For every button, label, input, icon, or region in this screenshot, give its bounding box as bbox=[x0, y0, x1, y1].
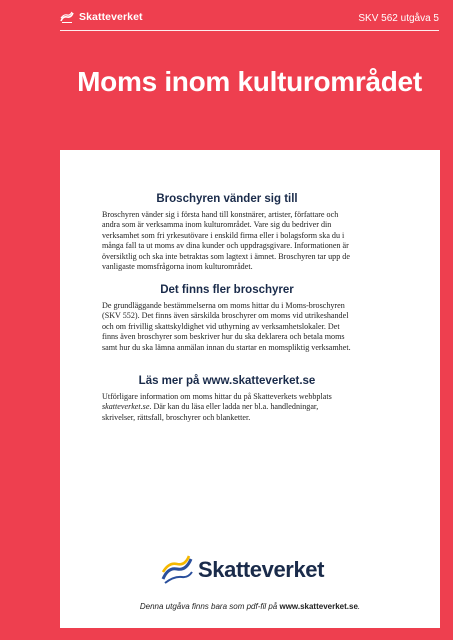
header-band bbox=[0, 0, 453, 150]
body-text-after: . Där kan du läsa eller ladda ner bl.a. handledningar, skrivelser, rättsfall, broschyrer och blanketter. bbox=[102, 402, 319, 422]
content-panel bbox=[60, 150, 440, 628]
footer-note-text: Denna utgåva finns bara som pdf-fil på bbox=[139, 602, 280, 611]
header-brand-text: Skatteverket bbox=[79, 11, 143, 23]
section-heading: Läs mer på www.skatteverket.se bbox=[138, 375, 316, 387]
section-more-brochures bbox=[102, 284, 352, 353]
page-title: Moms inom kulturområdet bbox=[77, 66, 422, 97]
header-logo bbox=[60, 11, 143, 23]
footer-logo bbox=[160, 555, 324, 585]
section-heading: Broschyren vänder sig till bbox=[156, 193, 298, 205]
section-read-more bbox=[102, 375, 352, 423]
section-body: De grundläggande bestämmelserna om moms hittar du i Moms-broschyren (SKV 552). Det finns även särskilda broschyrer om moms vid utrikeshandel och om frivillig skattskyldighet vid uthyrning av verksamhetslokaler. Det finns även broschyrer som beskriver hur du ska deklarera och betala moms samt hur du ska lämna anmälan innan du startar en momspliktig verksamhet. bbox=[102, 301, 351, 352]
section-body: Broschyren vänder sig i första hand till konstnärer, artister, författare och andra som är verksamma inom kulturområdet. Vare sig du bedriver din verksamhet som fri yrkesutövare i enskild firma eller i bolagsform ska du i många fall ta ut moms av dina kunder och uppdragsgivare. Informationen är översiktlig och ska inte betraktas som lagtext i ämnet. Broschyren tar upp de vanligaste momsfrågorna inom kulturområdet. bbox=[102, 210, 350, 272]
skatteverket-crown-icon bbox=[60, 11, 74, 23]
document-id: SKV 562 utgåva 5 bbox=[358, 13, 439, 24]
footer-note-end: . bbox=[357, 602, 361, 611]
section-body bbox=[102, 392, 352, 423]
body-text-before: Utförligare information om moms hittar du på Skatteverkets webbplats bbox=[102, 392, 332, 401]
skatteverket-crown-icon bbox=[160, 555, 194, 585]
footer-note bbox=[60, 602, 440, 611]
header-divider bbox=[60, 30, 439, 31]
section-heading: Det finns fler broschyrer bbox=[160, 284, 294, 296]
section-audience bbox=[102, 193, 352, 272]
website-link[interactable]: skatteverket.se bbox=[102, 402, 150, 412]
footer-brand-text: Skatteverket bbox=[198, 557, 325, 582]
footer-url-link[interactable]: www.skatteverket.se bbox=[279, 602, 358, 611]
